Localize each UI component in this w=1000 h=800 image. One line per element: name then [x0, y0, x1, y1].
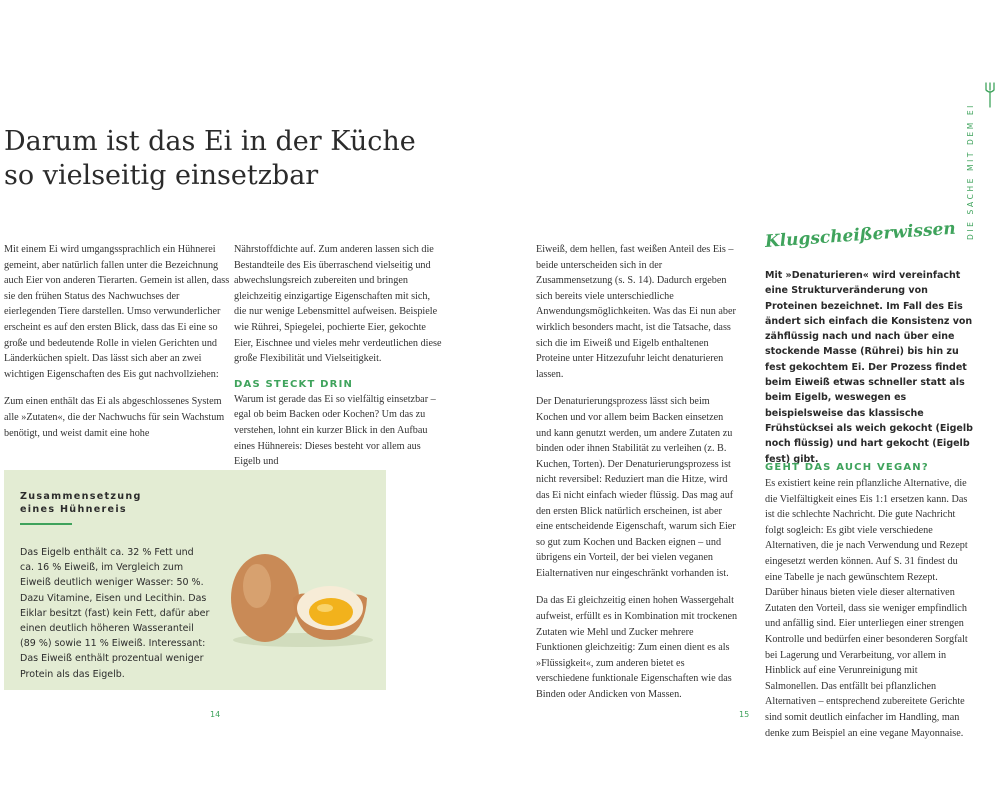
page-title: Darum ist das Ei in der Küche so vielseitig einsetzbar	[4, 126, 416, 191]
paragraph: Nährstoffdichte auf. Zum anderen lassen sich die Bestandteile des Eis überraschend vielseitig und abwechslungsreich zubereiten und bringen gleichzeitig einzigartige Eigenschaften mit sich, die nur wenige Lebensmittel aufweisen. Beispiele wie Rührei, Spiegelei, pochierte Eier, gekochte Eier, Eischnee und vieles mehr verdeutlichen diese große Flexibilität und Vielseitigkeit.	[234, 244, 442, 365]
composition-box-rule	[20, 523, 72, 525]
composition-box-title: Zusammensetzung eines Hühnereis	[20, 491, 142, 515]
paragraph: Mit einem Ei wird umgangssprachlich ein Hühnerei gemeint, aber natürlich fallen unter die Bezeichnung auch Eier von anderen Tierarten. Gemein ist allen, dass sie den frühen Status des Nachwuchses der eierlegenden Tiere darstellen. Umso verwunderlicher erscheint es auf den ersten Blick, dass das Ei eine so große und bedeutende Rolle in vielen Gerichten und Länderküchen spielt. Das lässt sich aber an zwei wichtigen Eigenschaften des Eis gut nachvollziehen:	[4, 244, 230, 380]
column-right-1	[536, 242, 740, 715]
paragraph: Zum einen enthält das Ei als abgeschlossenes System alle »Zutaten«, die der Nachwuchs für sein Wachstum benötigt, und weist damit eine hohe	[4, 396, 225, 439]
info-box-heading: Klugscheißerwissen	[764, 218, 957, 252]
paragraph: Es existiert keine rein pflanzliche Alternative, die die Vielfältigkeit eines Eis 1:1 ersetzen kann. Das ist die schlechte Nachricht. Die gute Nachricht folgt sogleich: Es gibt viele verschiedene Alternativen, die je nach Verwendung und Rezept eingesetzt werden können. Auf S. 31 findest du eine Tabelle je nach gewünschtem Rezept. Darüber hinaus bieten viele dieser alternativen Zutaten den Vorteil, dass sie weniger empfindlich und anfällig sind. Eier unterliegen einer strengen Kontrolle und bedürfen einer besonderen Sorgfalt bei Lagerung und Verarbeitung, vor allem in Hinblick auf eine Verunreinigung mit Salmonellen. Das entfällt bei pflanzlichen Alternativen – entsprechend zubereitete Gerichte sind somit deutlich einfacher im Handling, man denke zum Beispiel an eine vegane Mayonnaise.	[765, 478, 968, 739]
paragraph: Der Denaturierungsprozess lässt sich beim Kochen und vor allem beim Backen einsetzen und kann genutzt werden, um andere Zutaten zu binden oder ihnen Stabilität zu verleihen (z. B. Kuchen, Torten). Der Denaturierungsprozess ist nicht reversibel: Reduziert man die Hitze, wird das Ei nicht einfach wieder flüssig. Das mag auf den ersten Blick natürlich erscheinen, ist aber eine entscheidende Eigenschaft, warum sich Eier so gut zum Kochen und Backen eignen – und übrigens ein Vorteil, der bei vielen veganen Eialternativen nur eingeschränkt vorhanden ist.	[536, 396, 736, 579]
paragraph: Da das Ei gleichzeitig einen hohen Wassergehalt aufweist, erfüllt es in Kombination mit trockenen Zutaten wie Mehl und Zucker mehrere Funktionen gleichzeitig: Zum einen dient es als »Flüssigkeit«, zum anderen bietet es verschiedene funktionale Eigenschaften wie das Binden oder Andicken von Massen.	[536, 595, 738, 701]
page-number-right: 15	[739, 710, 750, 719]
page-number-left: 14	[210, 710, 221, 719]
section-heading-das-steckt-drin: DAS STECKT DRIN	[234, 378, 354, 390]
egg-image	[225, 540, 375, 650]
column-left-1	[4, 242, 232, 453]
column-left-2	[234, 242, 442, 482]
paragraph: Eiweiß, dem hellen, fast weißen Anteil des Eis – beide unterscheiden sich in der Zusammensetzung (s. S. 14). Dadurch ergeben sich bereits viele unterschiedliche Anwendungsmöglichkeiten. Was das Ei nun aber wirklich besonders macht, ist die Tatsache, dass sich die im Eiweiß und Eigelb enthaltenen Proteine unter Hitzezufuhr leicht denaturieren lassen.	[536, 244, 736, 380]
fork-icon	[984, 82, 996, 108]
info-box-text: Mit »Denaturieren« wird vereinfacht eine Strukturveränderung von Proteinen bezeichnet. Im Fall des Eis ändert sich einfach die Konsistenz von zähflüssig nach und nach über eine stockende Masse (Rührei) bis hin zu fest gekochtem Ei. Der Prozess findet beim Eiweiß etwas schneller statt als beim Eigelb, weswegen es beispielsweise das klassische Frühstücksei als weich gekocht (Eigelb noch flüssig) und hart gekocht (Eigelb fest) gibt.	[765, 270, 973, 465]
column-right-2	[765, 462, 970, 753]
composition-box-text: Das Eigelb enthält ca. 32 % Fett und ca. 16 % Eiweiß, im Vergleich zum Eiweiß deutlich weniger Wasser: 50 %. Dazu Vitamine, Eisen und Lecithin. Das Eiklar besitzt (fast) kein Fett, dafür aber einen deutlich höheren Wasseranteil (89 %) sowie 11 % Eiweiß. Interessant: Das Eiweiß enthält prozentual weniger Protein als das Eigelb.	[20, 547, 210, 680]
running-header-vertical: DIE SACHE MIT DEM EI	[966, 103, 975, 240]
paragraph: Warum ist gerade das Ei so vielfältig einsetzbar – egal ob beim Backen oder Kochen? Um das zu verstehen, lohnt ein kurzer Blick in den Aufbau eines Hühnereis: Dieses besteht vor allem aus Eigelb und	[234, 393, 436, 468]
section-heading-vegan: GEHT DAS AUCH VEGAN?	[765, 462, 929, 473]
